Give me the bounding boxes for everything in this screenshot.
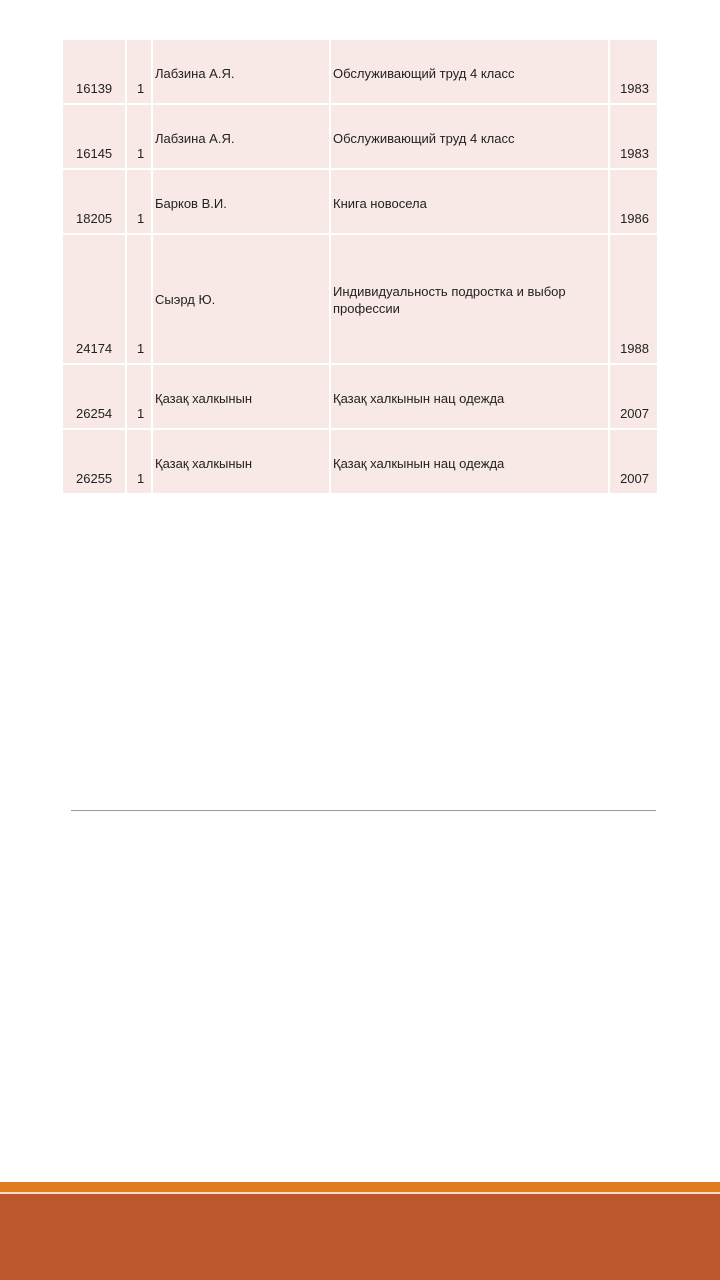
catalog-table [63,40,657,495]
title-cell [331,105,610,168]
year-cell [610,40,657,103]
quantity-cell [127,40,153,103]
year-cell [610,430,657,493]
id-cell [63,430,127,493]
title-cell [331,430,610,493]
quantity-cell [127,235,153,363]
year-value: 2007 [620,406,649,421]
author-cell [153,170,331,233]
table-row [63,105,657,170]
id-cell [63,40,127,103]
year-cell [610,235,657,363]
quantity-cell [127,365,153,428]
id-value: 16145 [76,146,113,161]
title-value: Қазақ халкынын нац одежда [333,391,505,406]
quantity-value: 1 [137,471,145,486]
author-cell [153,365,331,428]
year-value: 2007 [620,471,649,486]
title-cell [331,365,610,428]
table-row [63,365,657,430]
year-value: 1986 [620,211,649,226]
id-value: 26254 [76,406,113,421]
year-value: 1983 [620,146,649,161]
footer-band [0,1194,720,1280]
quantity-value: 1 [137,146,145,161]
year-value: 1988 [620,341,649,356]
table-row [63,235,657,365]
divider-line [71,810,656,811]
quantity-value: 1 [137,211,145,226]
author-value: Қазақ халкынын [155,456,253,471]
id-cell [63,170,127,233]
title-value: Книга новосела [333,196,427,211]
id-value: 16139 [76,81,113,96]
author-cell [153,430,331,493]
id-cell [63,365,127,428]
quantity-cell [127,430,153,493]
table-row [63,170,657,235]
author-value: Лабзина А.Я. [155,131,235,146]
id-cell [63,235,127,363]
author-cell [153,40,331,103]
title-value: Обслуживающий труд 4 класс [333,131,515,146]
year-cell [610,365,657,428]
title-value: Обслуживающий труд 4 класс [333,66,515,81]
table-row [63,430,657,495]
year-value: 1983 [620,81,649,96]
quantity-value: 1 [137,341,145,356]
author-value: Қазақ халкынын [155,391,253,406]
quantity-value: 1 [137,81,145,96]
author-value: Барков В.И. [155,196,227,211]
title-value: Индивидуальность подростка и выбор профессии [333,284,566,316]
year-cell [610,170,657,233]
author-value: Сыэрд Ю. [155,292,216,307]
author-cell [153,235,331,363]
title-value: Қазақ халкынын нац одежда [333,456,505,471]
id-value: 24174 [76,341,113,356]
quantity-value: 1 [137,406,145,421]
author-cell [153,105,331,168]
title-cell [331,170,610,233]
year-cell [610,105,657,168]
id-cell [63,105,127,168]
quantity-cell [127,105,153,168]
footer-accent-stripe [0,1182,720,1192]
id-value: 26255 [76,471,113,486]
author-value: Лабзина А.Я. [155,66,235,81]
title-cell [331,40,610,103]
quantity-cell [127,170,153,233]
id-value: 18205 [76,211,113,226]
table-row [63,40,657,105]
title-cell [331,235,610,363]
